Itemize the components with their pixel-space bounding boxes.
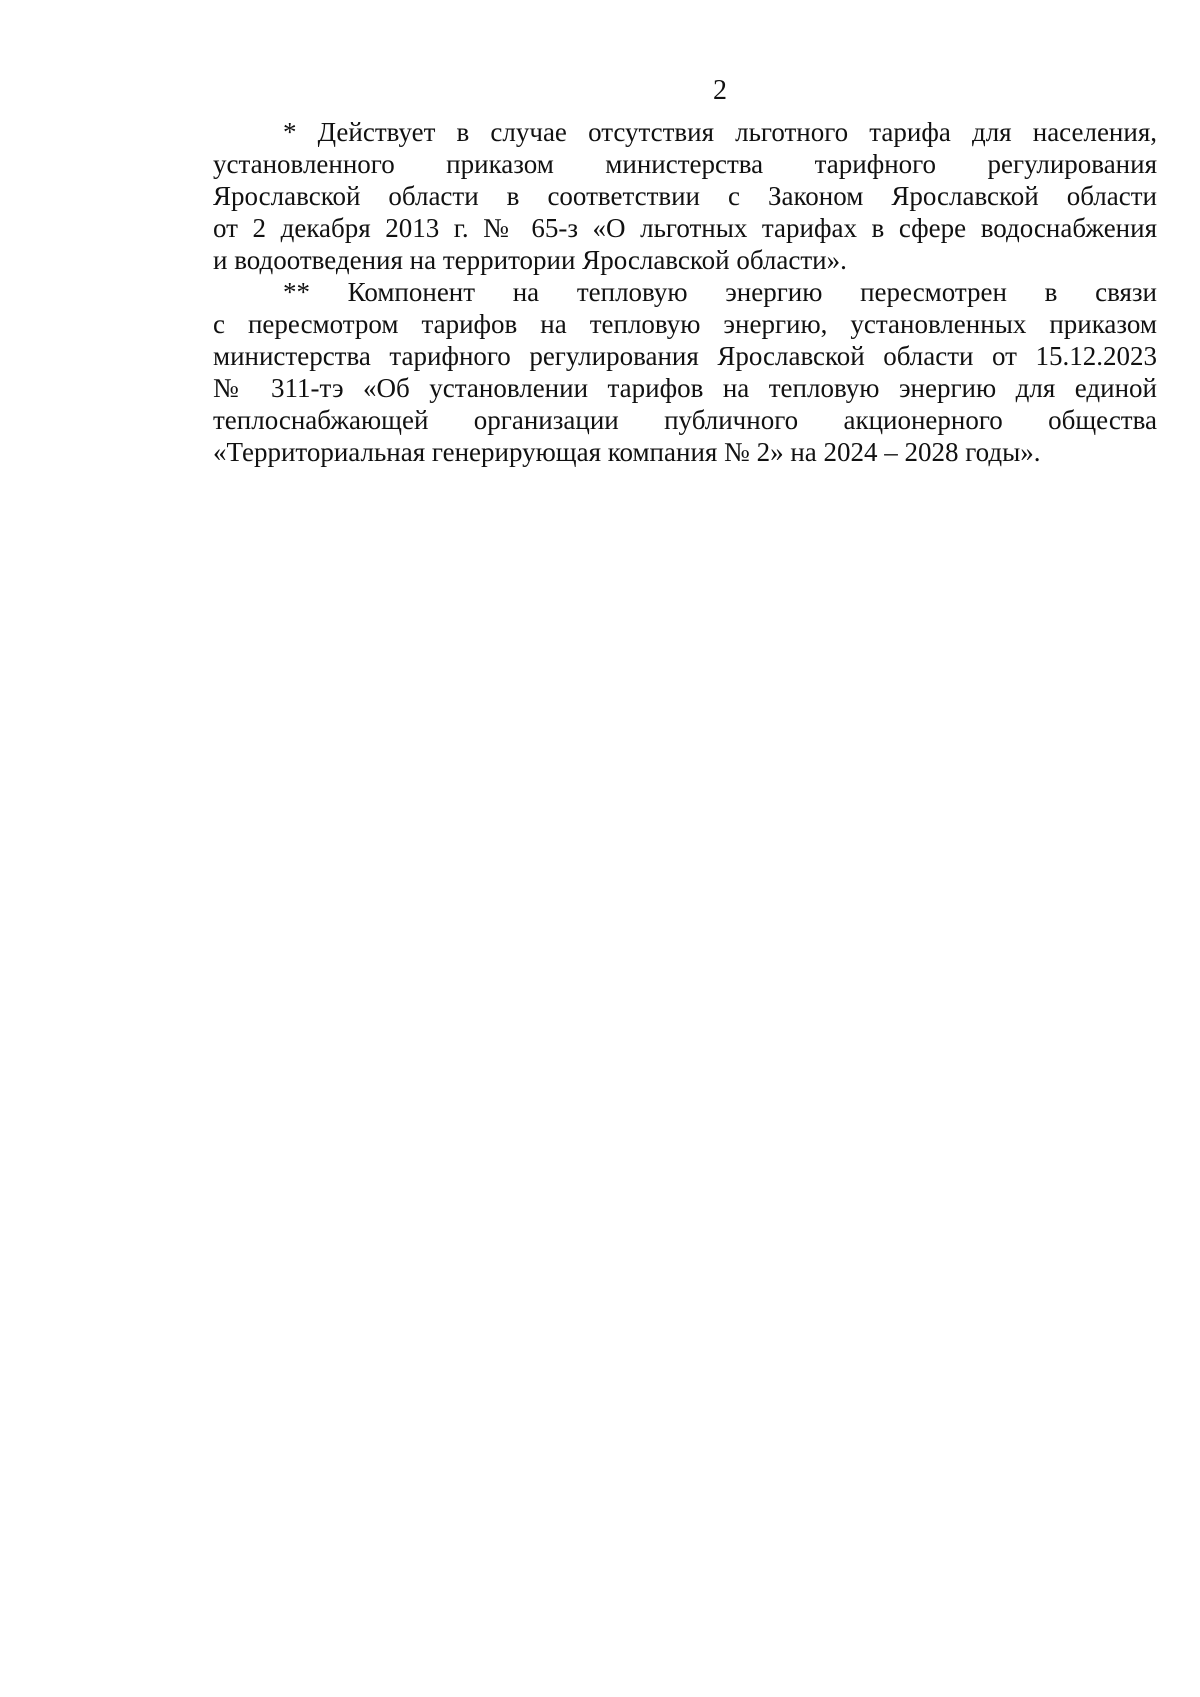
footnote-line: установленного приказом министерства тарифного регулирования	[213, 149, 1157, 179]
footnote-line: ** Компонент на тепловую энергию пересмотрен в связи	[283, 277, 1157, 307]
footnote-line: Ярославской области в соответствии с Законом Ярославской области	[213, 181, 1157, 211]
footnote-line: * Действует в случае отсутствия льготного тарифа для населения,	[283, 117, 1157, 147]
footnote-line: № 311-тэ «Об установлении тарифов на тепловую энергию для единой	[213, 373, 1157, 403]
footnote-line: и водоотведения на территории Ярославской области».	[213, 245, 847, 275]
page-number: 2	[713, 75, 727, 106]
footnote-line: теплоснабжающей организации публичного акционерного общества	[213, 405, 1157, 435]
footnote-line: от 2 декабря 2013 г. № 65-з «О льготных тарифах в сфере водоснабжения	[213, 213, 1157, 243]
footnote-2	[213, 276, 1157, 468]
footnote-1	[213, 116, 1157, 276]
document-body	[213, 116, 1157, 468]
footnote-line: министерства тарифного регулирования Ярославской области от 15.12.2023	[213, 341, 1157, 371]
footnote-line: «Территориальная генерирующая компания № 2» на 2024 – 2028 годы».	[213, 437, 1041, 467]
footnote-line: с пересмотром тарифов на тепловую энергию, установленных приказом	[213, 309, 1157, 339]
